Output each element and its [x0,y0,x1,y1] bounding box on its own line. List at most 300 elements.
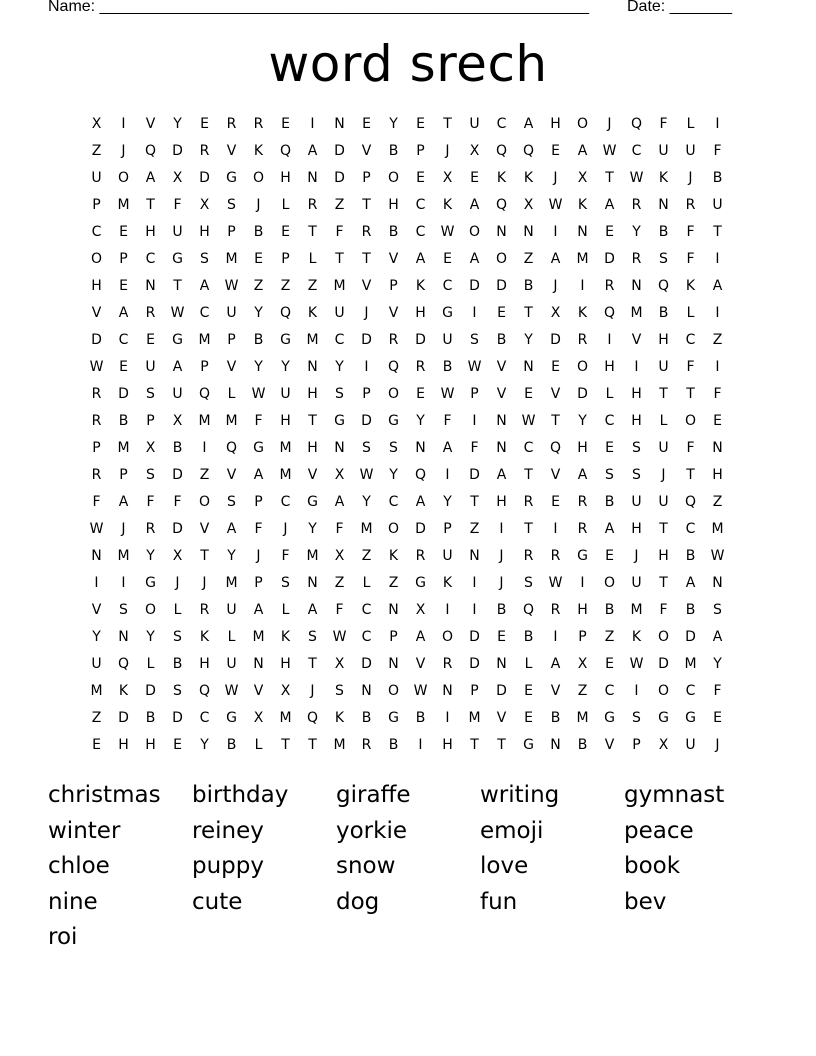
grid-letter[interactable]: Z [604,629,615,645]
grid-letter[interactable]: L [308,251,317,267]
grid-letter[interactable]: Q [630,116,643,132]
grid-letter[interactable]: O [198,494,211,510]
grid-letter[interactable]: T [524,305,533,321]
grid-letter[interactable]: B [712,170,723,186]
grid-letter[interactable]: M [117,197,130,213]
grid-letter[interactable]: S [605,467,614,483]
grid-letter[interactable]: Y [173,116,182,132]
grid-letter[interactable]: C [199,305,210,321]
grid-letter[interactable]: H [604,359,615,375]
grid-letter[interactable]: X [172,170,183,186]
grid-letter[interactable]: I [634,683,639,699]
grid-letter[interactable]: H [145,224,156,240]
grid-letter[interactable]: K [631,629,642,645]
grid-letter[interactable]: M [225,413,238,429]
grid-letter[interactable]: N [523,359,534,375]
grid-letter[interactable]: U [631,494,642,510]
grid-letter[interactable]: S [362,440,371,456]
grid-letter[interactable]: W [440,224,455,240]
grid-letter[interactable]: V [361,143,372,159]
grid-letter[interactable]: H [658,548,669,564]
grid-letter[interactable]: L [686,305,695,321]
grid-letter[interactable]: P [227,332,236,348]
grid-letter[interactable]: V [415,656,426,672]
grid-letter[interactable]: N [496,413,507,429]
grid-letter[interactable]: P [389,629,398,645]
grid-letter[interactable]: P [227,224,236,240]
grid-letter[interactable]: B [658,224,669,240]
grid-letter[interactable]: C [685,521,696,537]
grid-letter[interactable]: M [279,710,292,726]
grid-letter[interactable]: V [145,116,156,132]
grid-letter[interactable]: M [198,332,211,348]
grid-letter[interactable]: S [632,710,641,726]
grid-letter[interactable]: U [469,116,480,132]
grid-letter[interactable]: G [226,710,237,726]
grid-letter[interactable]: A [523,116,534,132]
grid-letter[interactable]: R [415,548,426,564]
grid-letter[interactable]: T [146,197,155,213]
grid-letter[interactable]: W [629,656,644,672]
grid-letter[interactable]: C [118,332,129,348]
grid-letter[interactable]: N [307,575,318,591]
grid-letter[interactable]: I [472,575,477,591]
grid-letter[interactable]: D [469,656,480,672]
grid-letter[interactable]: S [146,386,155,402]
grid-letter[interactable]: I [121,116,126,132]
grid-letter[interactable]: C [361,629,372,645]
grid-letter[interactable]: V [199,521,210,537]
grid-letter[interactable]: Q [144,143,157,159]
grid-letter[interactable]: K [577,305,588,321]
grid-letter[interactable]: A [145,170,156,186]
grid-letter[interactable]: M [90,683,103,699]
grid-letter[interactable]: U [334,305,345,321]
grid-letter[interactable]: A [172,359,183,375]
grid-letter[interactable]: N [712,575,723,591]
grid-letter[interactable]: S [389,440,398,456]
grid-letter[interactable]: O [387,386,400,402]
grid-letter[interactable]: U [226,602,237,618]
grid-letter[interactable]: A [469,251,480,267]
grid-letter[interactable]: K [118,683,129,699]
grid-letter[interactable]: K [442,575,453,591]
grid-letter[interactable]: K [685,278,696,294]
grid-letter[interactable]: R [550,602,561,618]
grid-letter[interactable]: A [415,629,426,645]
grid-letter[interactable]: R [253,116,264,132]
grid-letter[interactable]: U [91,170,102,186]
grid-letter[interactable]: D [550,332,561,348]
grid-letter[interactable]: T [605,170,614,186]
grid-letter[interactable]: G [307,494,318,510]
grid-letter[interactable]: O [603,575,616,591]
grid-letter[interactable]: M [198,413,211,429]
grid-letter[interactable]: M [468,710,481,726]
grid-letter[interactable]: A [604,197,615,213]
grid-letter[interactable]: M [117,440,130,456]
grid-letter[interactable]: F [713,143,722,159]
grid-letter[interactable]: N [307,359,318,375]
grid-letter[interactable]: V [91,305,102,321]
grid-letter[interactable]: Y [200,737,209,753]
grid-letter[interactable]: X [280,683,291,699]
grid-letter[interactable]: P [362,170,371,186]
grid-letter[interactable]: T [308,413,317,429]
grid-letter[interactable]: W [521,413,536,429]
grid-letter[interactable]: H [577,602,588,618]
grid-letter[interactable]: Y [335,359,344,375]
grid-letter[interactable]: V [550,386,561,402]
grid-letter[interactable]: I [202,440,207,456]
grid-letter[interactable]: J [715,737,720,753]
grid-letter[interactable]: Y [92,629,101,645]
grid-letter[interactable]: N [415,440,426,456]
grid-letter[interactable]: M [630,305,643,321]
grid-letter[interactable]: U [442,332,453,348]
grid-letter[interactable]: B [523,629,534,645]
grid-letter[interactable]: Y [362,494,371,510]
grid-letter[interactable]: H [550,116,561,132]
grid-letter[interactable]: X [577,656,588,672]
grid-letter[interactable]: T [443,116,452,132]
grid-letter[interactable]: B [145,710,156,726]
grid-letter[interactable]: I [553,521,558,537]
grid-letter[interactable]: E [416,386,425,402]
grid-letter[interactable]: X [199,197,210,213]
grid-letter[interactable]: E [416,170,425,186]
grid-letter[interactable]: A [550,656,561,672]
grid-letter[interactable]: E [524,710,533,726]
grid-letter[interactable]: H [199,656,210,672]
grid-letter[interactable]: R [91,467,102,483]
grid-letter[interactable]: F [686,440,695,456]
grid-letter[interactable]: G [172,332,183,348]
grid-letter[interactable]: N [118,629,129,645]
grid-letter[interactable]: B [172,656,183,672]
grid-letter[interactable]: L [362,575,371,591]
grid-letter[interactable]: W [548,197,563,213]
grid-letter[interactable]: F [92,494,101,510]
grid-letter[interactable]: T [335,251,344,267]
grid-letter[interactable]: Y [416,413,425,429]
grid-letter[interactable]: B [604,494,615,510]
grid-letter[interactable]: E [713,710,722,726]
grid-letter[interactable]: T [686,467,695,483]
grid-letter[interactable]: M [711,521,724,537]
grid-letter[interactable]: T [308,656,317,672]
grid-letter[interactable]: B [658,305,669,321]
grid-letter[interactable]: I [94,575,99,591]
grid-letter[interactable]: C [523,440,534,456]
grid-letter[interactable]: F [335,224,344,240]
grid-letter[interactable]: H [280,170,291,186]
grid-letter[interactable]: A [118,305,129,321]
grid-letter[interactable]: B [226,737,237,753]
grid-letter[interactable]: H [307,440,318,456]
grid-letter[interactable]: K [496,170,507,186]
grid-letter[interactable]: L [605,386,614,402]
grid-letter[interactable]: X [469,143,480,159]
grid-letter[interactable]: F [173,494,182,510]
grid-letter[interactable]: Y [254,359,263,375]
grid-letter[interactable]: M [333,278,346,294]
grid-letter[interactable]: Z [334,575,345,591]
grid-letter[interactable]: W [413,683,428,699]
grid-letter[interactable]: I [607,332,612,348]
grid-letter[interactable]: R [199,602,210,618]
grid-letter[interactable]: E [281,116,290,132]
grid-letter[interactable]: W [602,143,617,159]
grid-letter[interactable]: B [172,440,183,456]
grid-letter[interactable]: A [415,494,426,510]
grid-letter[interactable]: M [279,440,292,456]
grid-letter[interactable]: U [631,575,642,591]
grid-letter[interactable]: X [577,170,588,186]
grid-letter[interactable]: L [281,197,290,213]
grid-letter[interactable]: C [145,251,156,267]
grid-letter[interactable]: E [605,440,614,456]
grid-letter[interactable]: Q [279,143,292,159]
grid-letter[interactable]: F [713,386,722,402]
grid-letter[interactable]: E [497,629,506,645]
grid-letter[interactable]: T [173,278,182,294]
grid-letter[interactable]: A [604,521,615,537]
grid-letter[interactable]: W [89,521,104,537]
grid-letter[interactable]: N [523,224,534,240]
grid-letter[interactable]: Y [389,116,398,132]
grid-letter[interactable]: K [280,629,291,645]
grid-letter[interactable]: T [659,386,668,402]
grid-letter[interactable]: V [496,710,507,726]
grid-letter[interactable]: E [551,143,560,159]
grid-letter[interactable]: L [281,602,290,618]
grid-letter[interactable]: G [334,413,345,429]
grid-letter[interactable]: B [496,602,507,618]
grid-letter[interactable]: Z [307,278,318,294]
grid-letter[interactable]: L [524,656,533,672]
grid-letter[interactable]: V [226,143,237,159]
grid-letter[interactable]: U [226,305,237,321]
grid-letter[interactable]: L [659,413,668,429]
grid-letter[interactable]: N [712,440,723,456]
grid-letter[interactable]: E [362,116,371,132]
grid-letter[interactable]: O [387,170,400,186]
grid-letter[interactable]: O [144,602,157,618]
grid-letter[interactable]: H [91,278,102,294]
grid-letter[interactable]: N [91,548,102,564]
grid-letter[interactable]: B [361,710,372,726]
grid-letter[interactable]: S [119,602,128,618]
grid-letter[interactable]: Q [549,440,562,456]
grid-letter[interactable]: J [310,683,315,699]
grid-letter[interactable]: F [470,440,479,456]
grid-letter[interactable]: V [226,359,237,375]
grid-letter[interactable]: H [388,197,399,213]
grid-letter[interactable]: K [388,548,399,564]
grid-letter[interactable]: D [658,656,669,672]
grid-letter[interactable]: A [253,467,264,483]
grid-letter[interactable]: G [145,575,156,591]
grid-letter[interactable]: V [226,467,237,483]
grid-letter[interactable]: S [281,575,290,591]
grid-letter[interactable]: E [524,683,533,699]
grid-letter[interactable]: A [118,494,129,510]
grid-letter[interactable]: E [119,359,128,375]
grid-letter[interactable]: Q [495,197,508,213]
grid-letter[interactable]: C [685,332,696,348]
grid-letter[interactable]: S [632,440,641,456]
grid-letter[interactable]: W [548,575,563,591]
grid-letter[interactable]: V [631,332,642,348]
grid-letter[interactable]: M [306,548,319,564]
grid-letter[interactable]: I [445,602,450,618]
grid-letter[interactable]: W [359,467,374,483]
grid-letter[interactable]: A [469,197,480,213]
grid-letter[interactable]: H [118,737,129,753]
grid-letter[interactable]: U [658,494,669,510]
grid-letter[interactable]: W [467,359,482,375]
grid-letter[interactable]: R [631,251,642,267]
grid-letter[interactable]: J [688,170,693,186]
grid-letter[interactable]: S [335,683,344,699]
grid-letter[interactable]: O [441,629,454,645]
grid-letter[interactable]: O [684,413,697,429]
grid-letter[interactable]: H [577,440,588,456]
grid-letter[interactable]: M [576,710,589,726]
grid-letter[interactable]: H [631,521,642,537]
grid-letter[interactable]: V [91,602,102,618]
grid-letter[interactable]: E [443,251,452,267]
grid-letter[interactable]: L [173,602,182,618]
grid-letter[interactable]: Q [198,683,211,699]
grid-letter[interactable]: F [173,197,182,213]
grid-letter[interactable]: T [659,575,668,591]
grid-letter[interactable]: S [227,197,236,213]
grid-letter[interactable]: V [361,278,372,294]
grid-letter[interactable]: J [175,575,180,591]
grid-letter[interactable]: W [224,278,239,294]
grid-letter[interactable]: Y [308,521,317,537]
grid-letter[interactable]: U [658,440,669,456]
grid-letter[interactable]: A [577,467,588,483]
grid-letter[interactable]: P [578,629,587,645]
grid-letter[interactable]: Y [713,656,722,672]
grid-letter[interactable]: N [496,656,507,672]
grid-letter[interactable]: K [253,143,264,159]
grid-letter[interactable]: T [524,467,533,483]
grid-letter[interactable]: Y [389,467,398,483]
grid-letter[interactable]: A [442,440,453,456]
grid-letter[interactable]: D [415,332,426,348]
grid-letter[interactable]: B [388,224,399,240]
grid-letter[interactable]: S [308,629,317,645]
grid-letter[interactable]: J [256,548,261,564]
grid-letter[interactable]: J [121,143,126,159]
grid-letter[interactable]: I [445,467,450,483]
grid-letter[interactable]: O [252,170,265,186]
grid-letter[interactable]: I [715,251,720,267]
grid-letter[interactable]: H [307,386,318,402]
grid-letter[interactable]: R [577,494,588,510]
grid-letter[interactable]: A [199,278,210,294]
grid-letter[interactable]: X [523,197,534,213]
grid-letter[interactable]: F [686,251,695,267]
grid-letter[interactable]: M [279,467,292,483]
grid-letter[interactable]: C [604,413,615,429]
grid-letter[interactable]: K [577,197,588,213]
grid-letter[interactable]: Q [279,305,292,321]
grid-letter[interactable]: G [442,305,453,321]
grid-letter[interactable]: P [470,683,479,699]
grid-letter[interactable]: E [713,413,722,429]
grid-letter[interactable]: T [686,386,695,402]
grid-letter[interactable]: H [415,305,426,321]
grid-letter[interactable]: Y [227,548,236,564]
grid-letter[interactable]: C [91,224,102,240]
grid-letter[interactable]: E [200,116,209,132]
grid-letter[interactable]: B [496,332,507,348]
grid-letter[interactable]: X [550,305,561,321]
grid-letter[interactable]: X [334,467,345,483]
grid-letter[interactable]: J [607,116,612,132]
grid-letter[interactable]: G [280,332,291,348]
grid-letter[interactable]: Z [523,251,534,267]
grid-letter[interactable]: A [550,251,561,267]
grid-letter[interactable]: M [684,656,697,672]
grid-letter[interactable]: B [388,737,399,753]
grid-letter[interactable]: O [387,521,400,537]
grid-letter[interactable]: J [553,170,558,186]
grid-letter[interactable]: P [92,440,101,456]
grid-letter[interactable]: D [685,629,696,645]
grid-letter[interactable]: R [604,278,615,294]
grid-letter[interactable]: S [173,683,182,699]
grid-letter[interactable]: C [604,683,615,699]
grid-letter[interactable]: Q [306,710,319,726]
grid-letter[interactable]: B [388,143,399,159]
grid-letter[interactable]: C [199,710,210,726]
grid-letter[interactable]: T [308,737,317,753]
grid-letter[interactable]: R [307,197,318,213]
grid-letter[interactable]: S [200,251,209,267]
grid-letter[interactable]: P [119,251,128,267]
grid-letter[interactable]: L [146,656,155,672]
grid-letter[interactable]: P [254,575,263,591]
grid-letter[interactable]: O [387,683,400,699]
grid-letter[interactable]: P [389,278,398,294]
grid-letter[interactable]: E [119,224,128,240]
grid-letter[interactable]: P [254,494,263,510]
grid-letter[interactable]: T [362,197,371,213]
grid-letter[interactable]: A [415,251,426,267]
grid-letter[interactable]: Z [712,332,723,348]
grid-letter[interactable]: H [280,413,291,429]
grid-letter[interactable]: M [360,521,373,537]
grid-letter[interactable]: H [145,737,156,753]
grid-letter[interactable]: N [388,602,399,618]
grid-letter[interactable]: D [91,332,102,348]
grid-letter[interactable]: K [199,629,210,645]
grid-letter[interactable]: G [172,251,183,267]
grid-letter[interactable]: E [551,494,560,510]
grid-letter[interactable]: J [445,143,450,159]
grid-letter[interactable]: E [551,359,560,375]
grid-letter[interactable]: H [199,224,210,240]
grid-letter[interactable]: L [686,116,695,132]
grid-letter[interactable]: D [172,521,183,537]
grid-letter[interactable]: Q [198,386,211,402]
